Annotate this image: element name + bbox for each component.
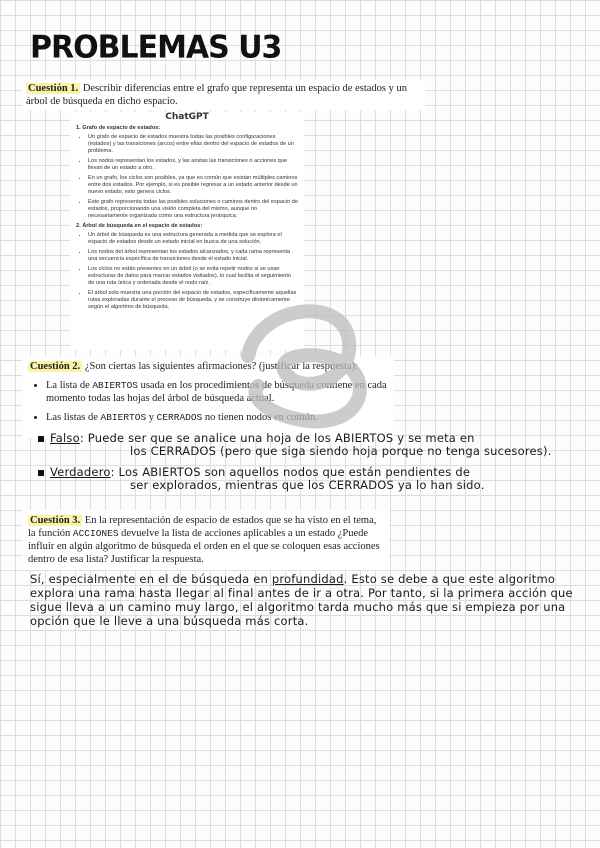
question-2-label: Cuestión 2. bbox=[30, 361, 81, 372]
code-term: CERRADOS bbox=[156, 412, 203, 423]
list-item: • Un árbol de búsqueda es una estructura generada a medida que se explora el espacio de estados desde un estado inicial en busca de una solución. bbox=[88, 232, 298, 246]
code-term: ABIERTOS bbox=[92, 380, 138, 391]
statement-text: Las listas de bbox=[46, 412, 101, 423]
question-3-text: En la representación de espacio de estados que se ha visto en el tema, la función bbox=[28, 515, 377, 539]
question-1-label: Cuestión 1. bbox=[28, 83, 79, 94]
answer-label-false: Falso bbox=[50, 431, 80, 445]
statement-text: no tienen nodos en común. bbox=[202, 412, 318, 423]
chatgpt-section-2-title: 2. Árbol de búsqueda en el espacio de estados: bbox=[76, 223, 203, 229]
answer-text: . Esto se debe a que este algoritmo explora una rama hasta llegar al final antes de ir a otra. Por tanto, si la primera acción que sigue lleva a un camino muy largo, el algoritmo tarda mucho más que si empieza por una opción que le lleve a una búsqueda más corta. bbox=[30, 572, 573, 628]
question-2-text: ¿Son ciertas las siguientes afirmaciones? (justificar la respuesta): bbox=[84, 361, 359, 372]
answer-2-false bbox=[38, 432, 583, 458]
page-title: PROBLEMAS U3 bbox=[30, 29, 282, 66]
bullet-icon bbox=[38, 436, 44, 442]
list-item: • Los ciclos no están presentes en un árbol (o se evita repetir nodos si se usan estructuras de datos para marcar estados visitados), lo cual facilita el seguimiento de una ruta única y ordenada desde el nodo raíz. bbox=[88, 266, 298, 287]
chatgpt-section-1-title: 1. Grafo de espacio de estados: bbox=[76, 125, 161, 131]
question-3-label: Cuestión 3. bbox=[30, 515, 81, 526]
chatgpt-header: ChatGPT bbox=[165, 112, 209, 122]
list-item: • El árbol solo muestra una porción del espacio de estados, específicamente aquellas rutas exploradas durante el proceso de búsqueda, y se construye dinámicamente según el algoritmo de búsqueda. bbox=[88, 290, 298, 311]
question-1 bbox=[22, 80, 425, 110]
list-item: • Un grafo de espacio de estados muestra todas las posibles configuraciones (estados) y las transiciones (arcos) entre ellas dentro del espacio de estados de un problema. bbox=[88, 134, 298, 155]
question-3-text: devuelve la lista de acciones aplicables a un estado ¿Puede influir en algún algoritmo de búsqueda el orden en el que se coloquen esas acciones dentro de esa lista? Justificar la respuesta. bbox=[28, 528, 380, 565]
list-item: • Los nodos representan los estados, y las aristas las transiciones o acciones que llevan de un estado a otro. bbox=[88, 158, 298, 172]
answer-text: los CERRADOS (pero que siga siendo hoja porque no tenga sucesores). bbox=[130, 444, 552, 458]
list-item: • En un grafo, los ciclos son posibles, ya que es común que existan múltiples caminos entre dos estados. Por ejemplo, si es posible regresar a un estado anterior desde un nuevo estado, esto genera ciclos. bbox=[88, 175, 298, 196]
question-3 bbox=[22, 510, 389, 570]
chatgpt-section-1-list bbox=[76, 134, 298, 220]
question-1-text: Describir diferencias entre el grafo que representa un espacio de estados y un árbol de búsqueda en dicho espacio. bbox=[26, 83, 408, 107]
list-item: • Este grafo representa todas las posibles soluciones o caminos dentro del espacio de estados, proporcionando una visión completa del mismo, aunque no necesariamente organizada como una estructura jerárquica. bbox=[88, 199, 298, 220]
bullet-icon bbox=[38, 470, 44, 476]
answer-underlined-term: profundidad bbox=[271, 572, 344, 586]
answer-2-true bbox=[38, 466, 583, 492]
handwritten-scribble-decoration bbox=[228, 296, 378, 436]
statement-text: usada en los procedimientos de búsqueda contiene en cada momento todas las hojas del árbol de búsqueda actual. bbox=[46, 380, 387, 404]
code-term: ACCIONES bbox=[72, 528, 119, 539]
statement-text: y bbox=[146, 412, 157, 423]
answer-text: ser explorados, mientras que los CERRADOS ya lo han sido. bbox=[130, 478, 485, 492]
statement-text: La lista de bbox=[46, 380, 93, 391]
answer-text: : Puede ser que se analice una hoja de los ABIERTOS y se meta en bbox=[79, 431, 475, 445]
list-item: • Los nodos del árbol representan los estados alcanzados, y cada rama representa una secuencia específica de transiciones desde el estado inicial. bbox=[88, 249, 298, 263]
code-term: ABIERTOS bbox=[100, 412, 147, 423]
answer-label-true: Verdadero bbox=[50, 465, 111, 479]
answer-text: Sí, especialmente en el de búsqueda en bbox=[30, 572, 272, 586]
answer-3 bbox=[30, 572, 585, 628]
answer-text: : Los ABIERTOS son aquellos nodos que están pendientes de bbox=[110, 465, 471, 479]
